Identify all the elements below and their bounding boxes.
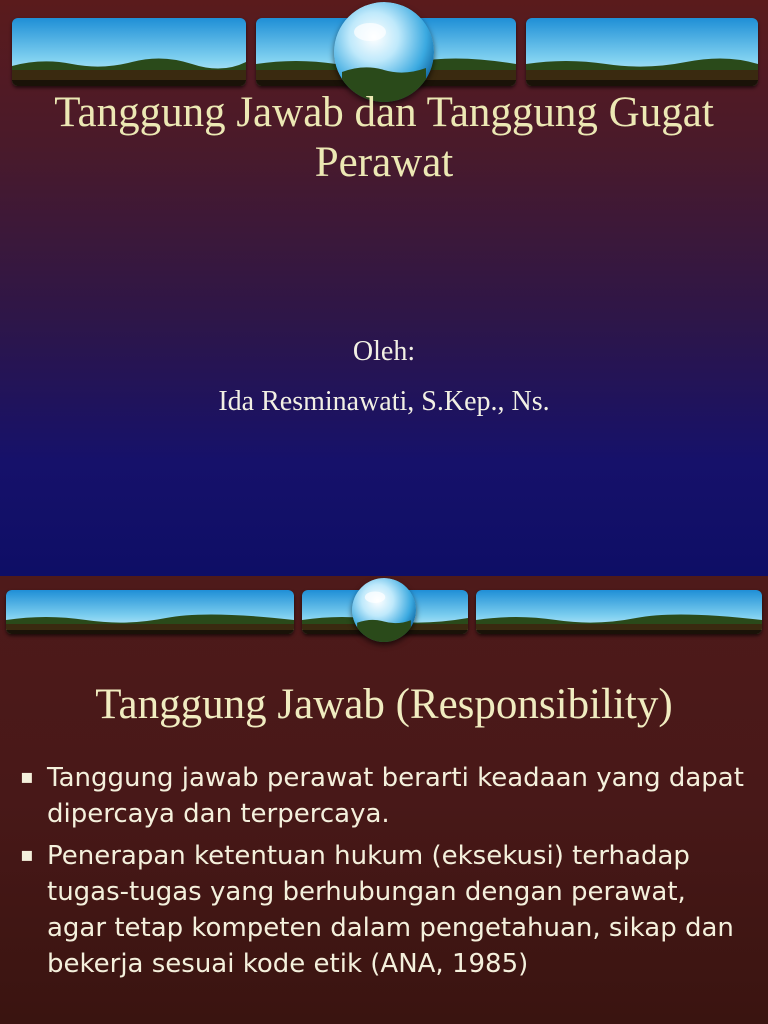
crystal-globe-icon (352, 578, 416, 642)
bullet-item (20, 760, 750, 832)
bullet-item (20, 838, 750, 982)
author-name: Ida Resminawati, S.Kep., Ns. (218, 386, 550, 417)
bullet-list (20, 760, 750, 988)
bullet-icon: ▪ (20, 764, 34, 788)
bullet-text: Tanggung jawab perawat berarti keadaan yang dapat dipercaya dan terpercaya. (47, 763, 744, 829)
crystal-globe-icon (334, 2, 434, 102)
landscape-panel-right (526, 18, 758, 86)
bullet-text: Penerapan ketentuan hukum (eksekusi) terhadap tugas-tugas yang berhubungan dengan perawat, agar tetap kompeten dalam pengetahuan, sikap dan bekerja sesuai kode etik (ANA, 1985) (47, 841, 734, 979)
landscape-panel-left (6, 590, 294, 634)
slide-2-title: Tanggung Jawab (Responsibility) (95, 681, 673, 728)
slide-2 (0, 576, 768, 1024)
slide-1-title: Tanggung Jawab dan Tanggung Gugat Perawat (54, 89, 714, 186)
landscape-panel-left (12, 18, 246, 86)
bullet-icon: ▪ (20, 842, 34, 866)
by-label: Oleh: (352, 336, 416, 367)
landscape-panel-right (476, 590, 762, 634)
